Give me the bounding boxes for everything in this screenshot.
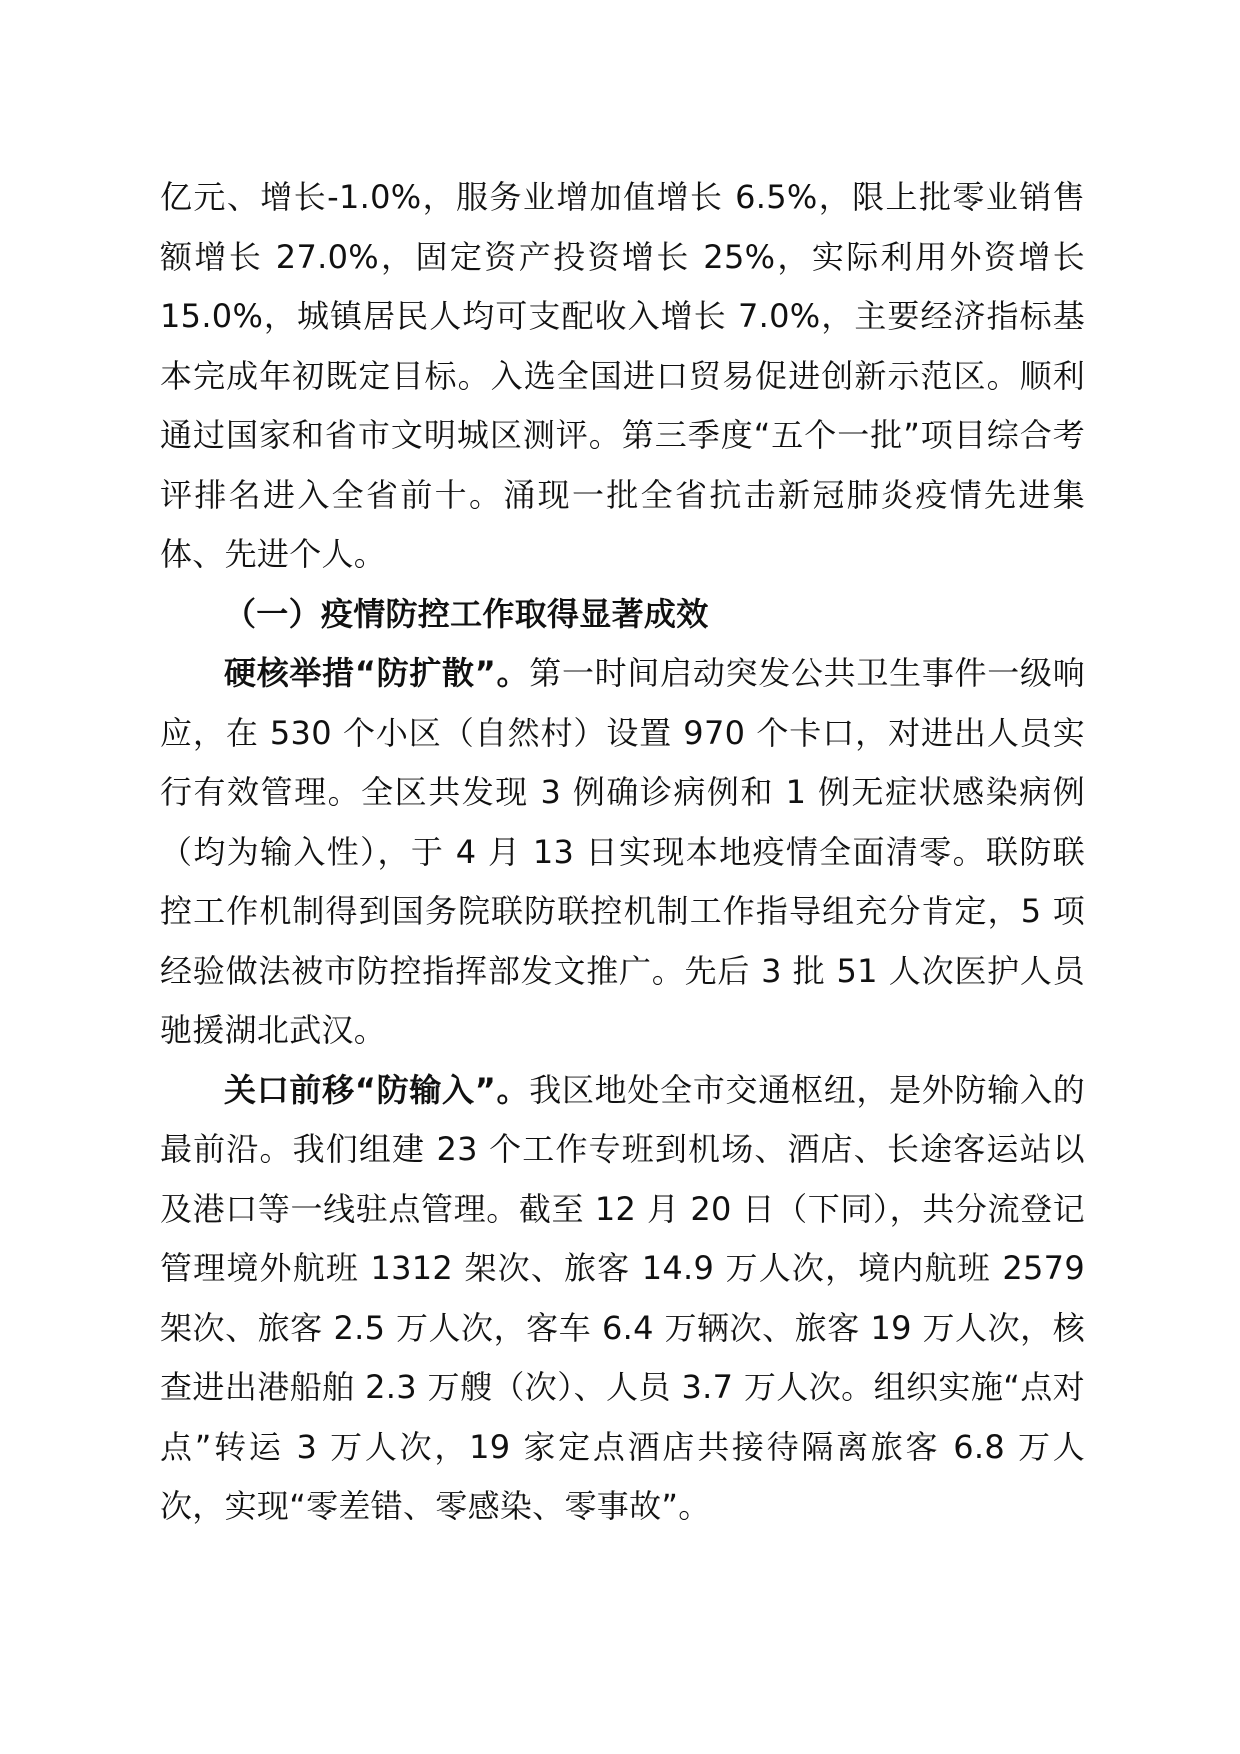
- intro-paragraph: 亿元、增长-1.0%，服务业增加值增长 6.5%，限上批零业销售额增长 27.0%，固定资产投资增长 25%，实际利用外资增长 15.0%，城镇居民人均可支配收入增长 7.0%，主要经济指标基本完成年初既定目标。入选全国进口贸易促进创新示范区。顺利通过国家和省市文明城区测评。第三季度“五个一批”项目综合考评排名进入全省前十。涌现一批全省抗击新冠肺炎疫情先进集体、先进个人。: [160, 178, 1085, 573]
- document-body: [160, 168, 1085, 1537]
- paragraph-lead: 硬核举措“防扩散”。: [224, 654, 530, 692]
- paragraph-lead: 关口前移“防输入”。: [224, 1070, 530, 1109]
- paragraph-text: 第一时间启动突发公共卫生事件一级响应，在 530 个小区（自然村）设置 970 个卡口，对进出人员实行有效管理。全区共发现 3 例确诊病例和 1 例无症状感染病例（均为输入性），于 4 月 13 日实现本地疫情全面清零。联防联控工作机制得到国务院联防联控机制工作指导组充分肯定，5 项经验做法被市防控指挥部发文推广。先后 3 批 51 人次医护人员驰援湖北武汉。: [160, 654, 1085, 1049]
- section-heading: （一）疫情防控工作取得显著成效: [224, 594, 709, 633]
- paragraph-text: 我区地处全市交通枢纽，是外防输入的最前沿。我们组建 23 个工作专班到机场、酒店、长途客运站以及港口等一线驻点管理。截至 12 月 20 日（下同），共分流登记管理境外航班 1312 架次、旅客 14.9 万人次，境内航班 2579 架次、旅客 2.5 万人次，客车 6.4 万辆次、旅客 19 万人次，核查进出港船舶 2.3 万艘（次）、人员 3.7 万人次。组织实施“点对点”转运 3 万人次，19 家定点酒店共接待隔离旅客 6.8 万人次，实现“零差错、零感染、零事故”。: [160, 1070, 1085, 1525]
- paragraph-prevent-spread: [160, 644, 1085, 1061]
- paragraph-prevent-import: [160, 1061, 1085, 1537]
